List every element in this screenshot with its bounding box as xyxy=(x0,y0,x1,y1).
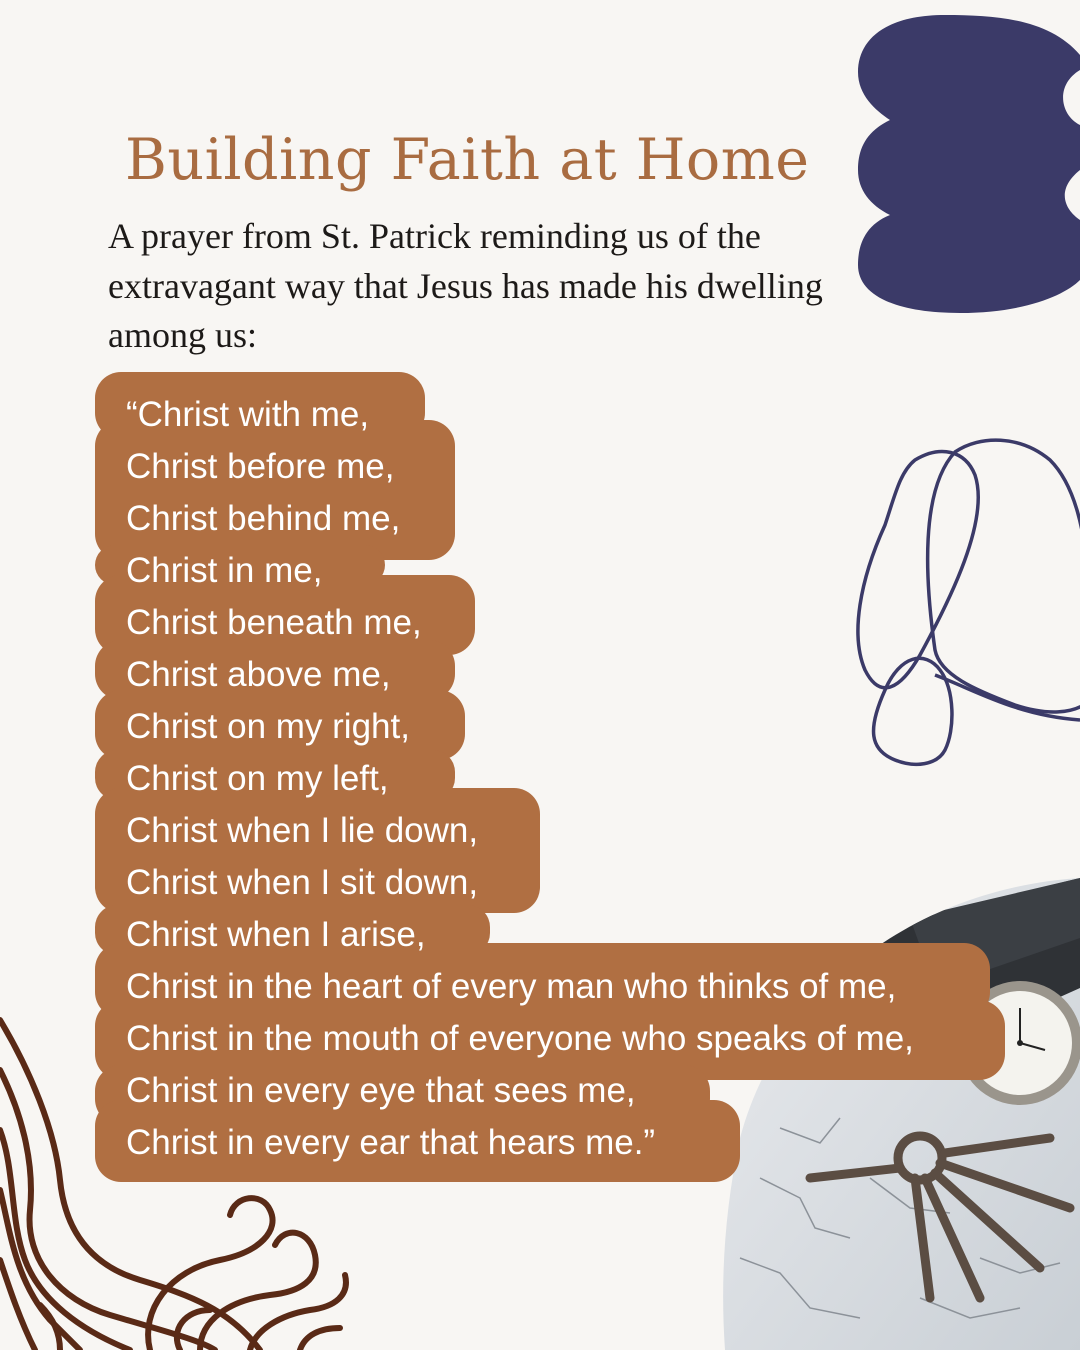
prayer-line: Christ in every ear that hears me.” xyxy=(126,1123,656,1162)
prayer-line: “Christ with me, xyxy=(126,395,370,434)
prayer-line: Christ beneath me, xyxy=(126,603,422,642)
prayer-line: Christ on my right, xyxy=(126,707,410,746)
prayer-line: Christ when I arise, xyxy=(126,915,426,954)
page-title: Building Faith at Home xyxy=(125,127,810,193)
prayer-line: Christ before me, xyxy=(126,447,395,486)
prayer-line: Christ in every eye that sees me, xyxy=(126,1071,636,1110)
prayer-line: Christ behind me, xyxy=(126,499,401,538)
prayer-line: Christ in me, xyxy=(126,551,323,590)
prayer-text xyxy=(126,389,914,1169)
prayer-line: Christ on my left, xyxy=(126,759,389,798)
prayer-line: Christ in the mouth of everyone who speaks of me, xyxy=(126,1019,914,1058)
intro-text: A prayer from St. Patrick reminding us of the extravagant way that Jesus has made his dwelling among us: xyxy=(108,216,823,355)
prayer-line: Christ above me, xyxy=(126,655,391,694)
prayer-line: Christ when I sit down, xyxy=(126,863,479,902)
prayer-line: Christ when I lie down, xyxy=(126,811,479,850)
prayer-line: Christ in the heart of every man who thinks of me, xyxy=(126,967,897,1006)
